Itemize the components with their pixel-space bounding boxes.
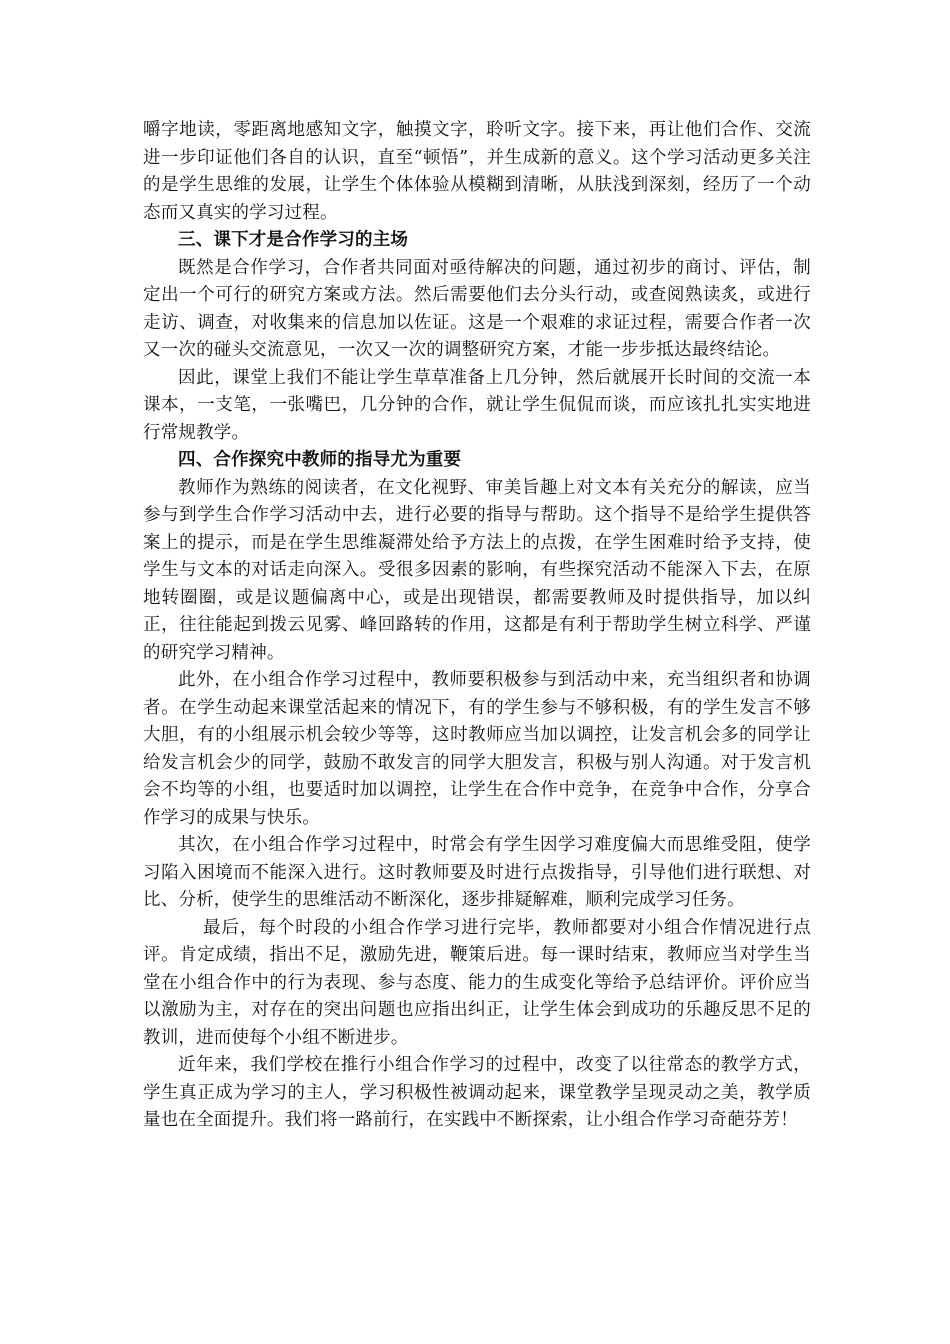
paragraph-classroom-practice: 因此，课堂上我们不能让学生草草准备上几分钟，然后就展开长时间的交流一本课本，一支笔，一张嘴巴，几分钟的合作，就让学生侃侃而谈，而应该扎扎实实地进行常规教学。 xyxy=(143,367,811,443)
paragraph-teacher-guidance: 教师作为熟练的阅读者，在文化视野、审美旨趣上对文本有关充分的解读，应当参与到学生合作学习活动中去，进行必要的指导与帮助。这个指导不是给学生提供答案上的提示，而是在学生思维凝滞处给予方法上的点拨，在学生困难时给予支持，使学生与文本的对话走向深入。受很多因素的影响，有些探究活动不能深入下去，在原地转圈圈，或是议题偏离中心，或是出现错误，都需要教师及时提供指导，加以纠正，往往能起到拨云见雾、峰回路转的作用，这都是有利于帮助学生树立科学、严谨的研究学习精神。 xyxy=(143,477,811,663)
paragraph-evaluation: 最后，每个时段的小组合作学习进行完毕，教师都要对小组合作情况进行点评。肯定成绩，指出不足，激励先进，鞭策后进。每一课时结束，教师应当对学生当堂在小组合作中的行为表现、参与态度、能力的生成变化等给予总结评价。评价应当以激励为主，对存在的突出问题也应指出纠正，让学生体会到成功的乐趣反思不足的教训，进而使每个小组不断进步。 xyxy=(143,917,811,1048)
section-heading-3: 三、课下才是合作学习的主场 xyxy=(178,230,409,250)
paragraph-teacher-coordination: 此外，在小组合作学习过程中，教师要积极参与到活动中来，充当组织者和协调者。在学生动起来课堂活起来的情况下，有的学生参与不够积极，有的学生发言不够大胆，有的小组展示机会较少等等，这时教师应当加以调控，让发言机会多的同学让给发言机会少的同学，鼓励不敢发言的同学大胆发言，积极与别人沟通。对于发言机会不均等的小组，也要适时加以调控，让学生在合作中竞争，在竞争中合作，分享合作学习的成果与快乐。 xyxy=(143,670,811,828)
paragraph-continuation: 嚼字地读，零距离地感知文字，触摸文字，聆听文字。接下来，再让他们合作、交流进一步印证他们各自的认识，直至“顿悟”，并生成新的意义。这个学习活动更多关注的是学生思维的发展，让学生个体体验从模糊到清晰，从肤浅到深刻，经历了一个动态而又真实的学习过程。 xyxy=(143,120,811,223)
paragraph-conclusion: 近年来，我们学校在推行小组合作学习的过程中，改变了以往常态的教学方式，学生真正成为学习的主人，学习积极性被调动起来，课堂教学呈现灵动之美，教学质量也在全面提升。我们将一路前行，在实践中不断探索，让小组合作学习奇葩芬芳！ xyxy=(143,1055,811,1130)
document-page xyxy=(143,117,811,1135)
paragraph-cooperation-process: 既然是合作学习，合作者共同面对亟待解决的问题，通过初步的商讨、评估，制定出一个可行的研究方案或方法。然后需要他们去分头行动，或查阅熟读炙，或进行走访、调查，对收集来的信息加以佐证。这是一个艰难的求证过程，需要合作者一次又一次的碰头交流意见，一次又一次的调整研究方案，才能一步步抵达最终结论。 xyxy=(143,257,811,360)
paragraph-teacher-prompting: 其次，在小组合作学习过程中，时常会有学生因学习难度偏大而思维受阻，使学习陷入困境而不能深入进行。这时教师要及时进行点拨指导，引导他们进行联想、对比、分析，使学生的思维活动不断深化，逐步排疑解难，顺利完成学习任务。 xyxy=(143,835,811,910)
section-heading-4: 四、合作探究中教师的指导尤为重要 xyxy=(178,450,462,470)
